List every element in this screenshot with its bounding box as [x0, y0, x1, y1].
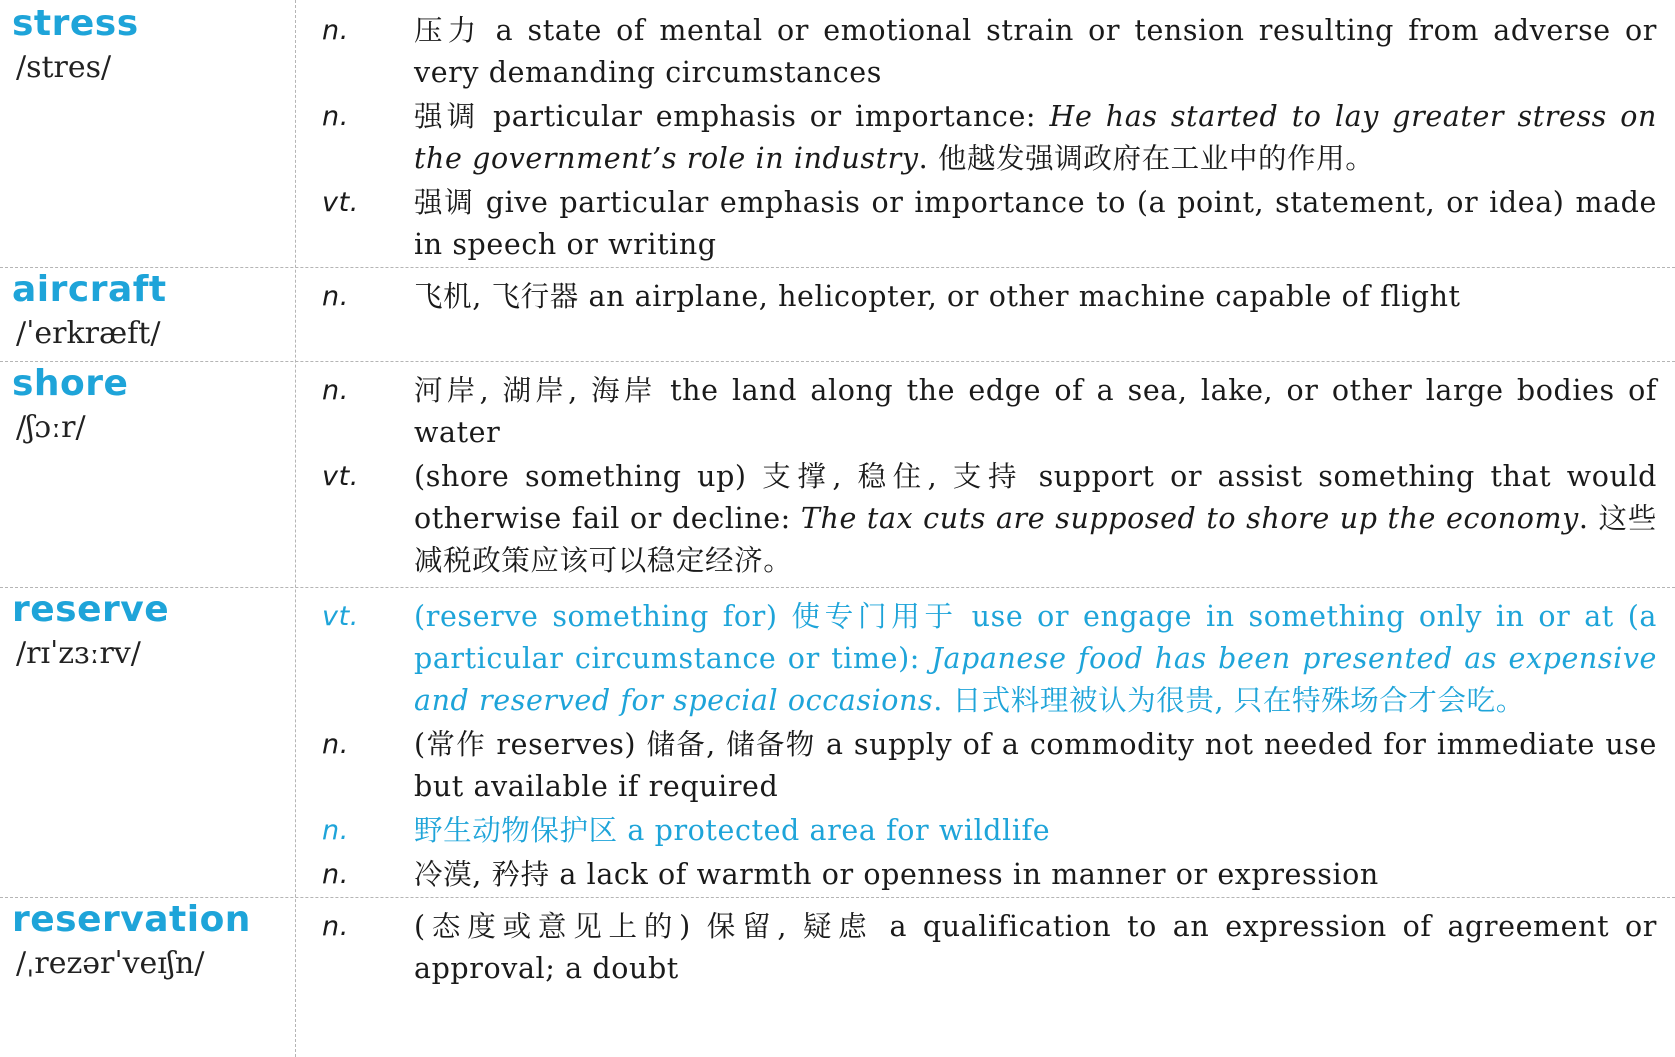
part-of-speech: vt. — [322, 601, 359, 632]
sense — [322, 182, 1657, 266]
part-of-speech: vt. — [322, 187, 359, 218]
headword: reserve — [12, 589, 170, 630]
phonetic: /ˈerkræft/ — [16, 316, 161, 351]
definition: (常作 reserves) 储备, 储备物 a supply of a commodity not needed for immediate use but available if required — [414, 728, 1657, 803]
part-of-speech: vt. — [322, 461, 359, 492]
entry-head — [12, 900, 287, 984]
definition: 强调 give particular emphasis or importance to (a point, statement, or idea) made in speech or writing — [414, 186, 1657, 261]
sense — [322, 456, 1657, 582]
sense — [322, 854, 1657, 896]
phonetic: /ʃɔːr/ — [16, 410, 86, 445]
sense-highlighted — [322, 596, 1657, 722]
definition: 压力 a state of mental or emotional strain or tension resulting from adverse or very demanding circumstances — [414, 14, 1657, 89]
example-sentence: Japanese food has been presented as expensive and reserved for special occasions — [414, 642, 1657, 717]
definition: 冷漠, 矜持 a lack of warmth or openness in manner or expression — [414, 858, 1379, 891]
entry-stress — [0, 0, 1675, 268]
part-of-speech: n. — [322, 729, 349, 760]
phonetic: /stres/ — [16, 50, 112, 85]
definition: 河岸, 湖岸, 海岸 the land along the edge of a sea, lake, or other large bodies of water — [414, 374, 1657, 449]
entry-reservation — [0, 898, 1675, 1057]
definition: (reserve something for) 使专门用于 use or engage in something only in or at (a particular circumstance or time): — [414, 600, 1657, 675]
definition: (态度或意见上的) 保留, 疑虑 a qualification to an expression of agreement or approval; a doubt — [414, 910, 1657, 985]
entry-head — [12, 590, 287, 674]
part-of-speech: n. — [322, 911, 349, 942]
part-of-speech: n. — [322, 101, 349, 132]
headword: stress — [12, 3, 139, 44]
headword: reservation — [12, 899, 251, 940]
definition: 野生动物保护区 a protected area for wildlife — [414, 814, 1051, 847]
part-of-speech: n. — [322, 859, 349, 890]
sense-list — [322, 276, 1657, 320]
sense — [322, 906, 1657, 990]
part-of-speech: n. — [322, 815, 349, 846]
headword: aircraft — [12, 269, 167, 310]
sense-highlighted — [322, 810, 1657, 852]
phonetic: /rɪˈzɜːrv/ — [16, 636, 141, 671]
definition: (shore something up) 支撑, 稳住, 支持 support or assist something that would otherwise fail or decline: — [414, 460, 1657, 535]
entry-head — [12, 270, 287, 354]
sense — [322, 724, 1657, 808]
example-translation: . 他越发强调政府在工业中的作用。 — [918, 142, 1375, 175]
sense-list — [322, 10, 1657, 268]
sense-list — [322, 596, 1657, 898]
entry-head — [12, 4, 287, 88]
definition: 飞机, 飞行器 an airplane, helicopter, or other machine capable of flight — [414, 280, 1461, 313]
entry-shore — [0, 362, 1675, 588]
example-sentence: The tax cuts are supposed to shore up the economy — [800, 502, 1579, 535]
phonetic: /ˌrezərˈveɪʃn/ — [16, 946, 205, 981]
example-translation: . 这些减税政策应该可以稳定经济。 — [414, 502, 1657, 577]
entry-aircraft — [0, 268, 1675, 362]
sense-list — [322, 370, 1657, 584]
part-of-speech: n. — [322, 375, 349, 406]
sense — [322, 10, 1657, 94]
sense — [322, 370, 1657, 454]
entry-head — [12, 364, 287, 448]
headword: shore — [12, 363, 129, 404]
part-of-speech: n. — [322, 281, 349, 312]
sense — [322, 276, 1657, 318]
example-sentence: He has started to lay greater stress on the government’s role in industry — [414, 100, 1657, 175]
sense-list — [322, 906, 1657, 992]
example-translation: . 日式料理被认为很贵, 只在特殊场合才会吃。 — [933, 684, 1525, 717]
sense — [322, 96, 1657, 180]
part-of-speech: n. — [322, 15, 349, 46]
entry-reserve — [0, 588, 1675, 898]
definition: 强调 particular emphasis or importance: — [414, 100, 1037, 133]
